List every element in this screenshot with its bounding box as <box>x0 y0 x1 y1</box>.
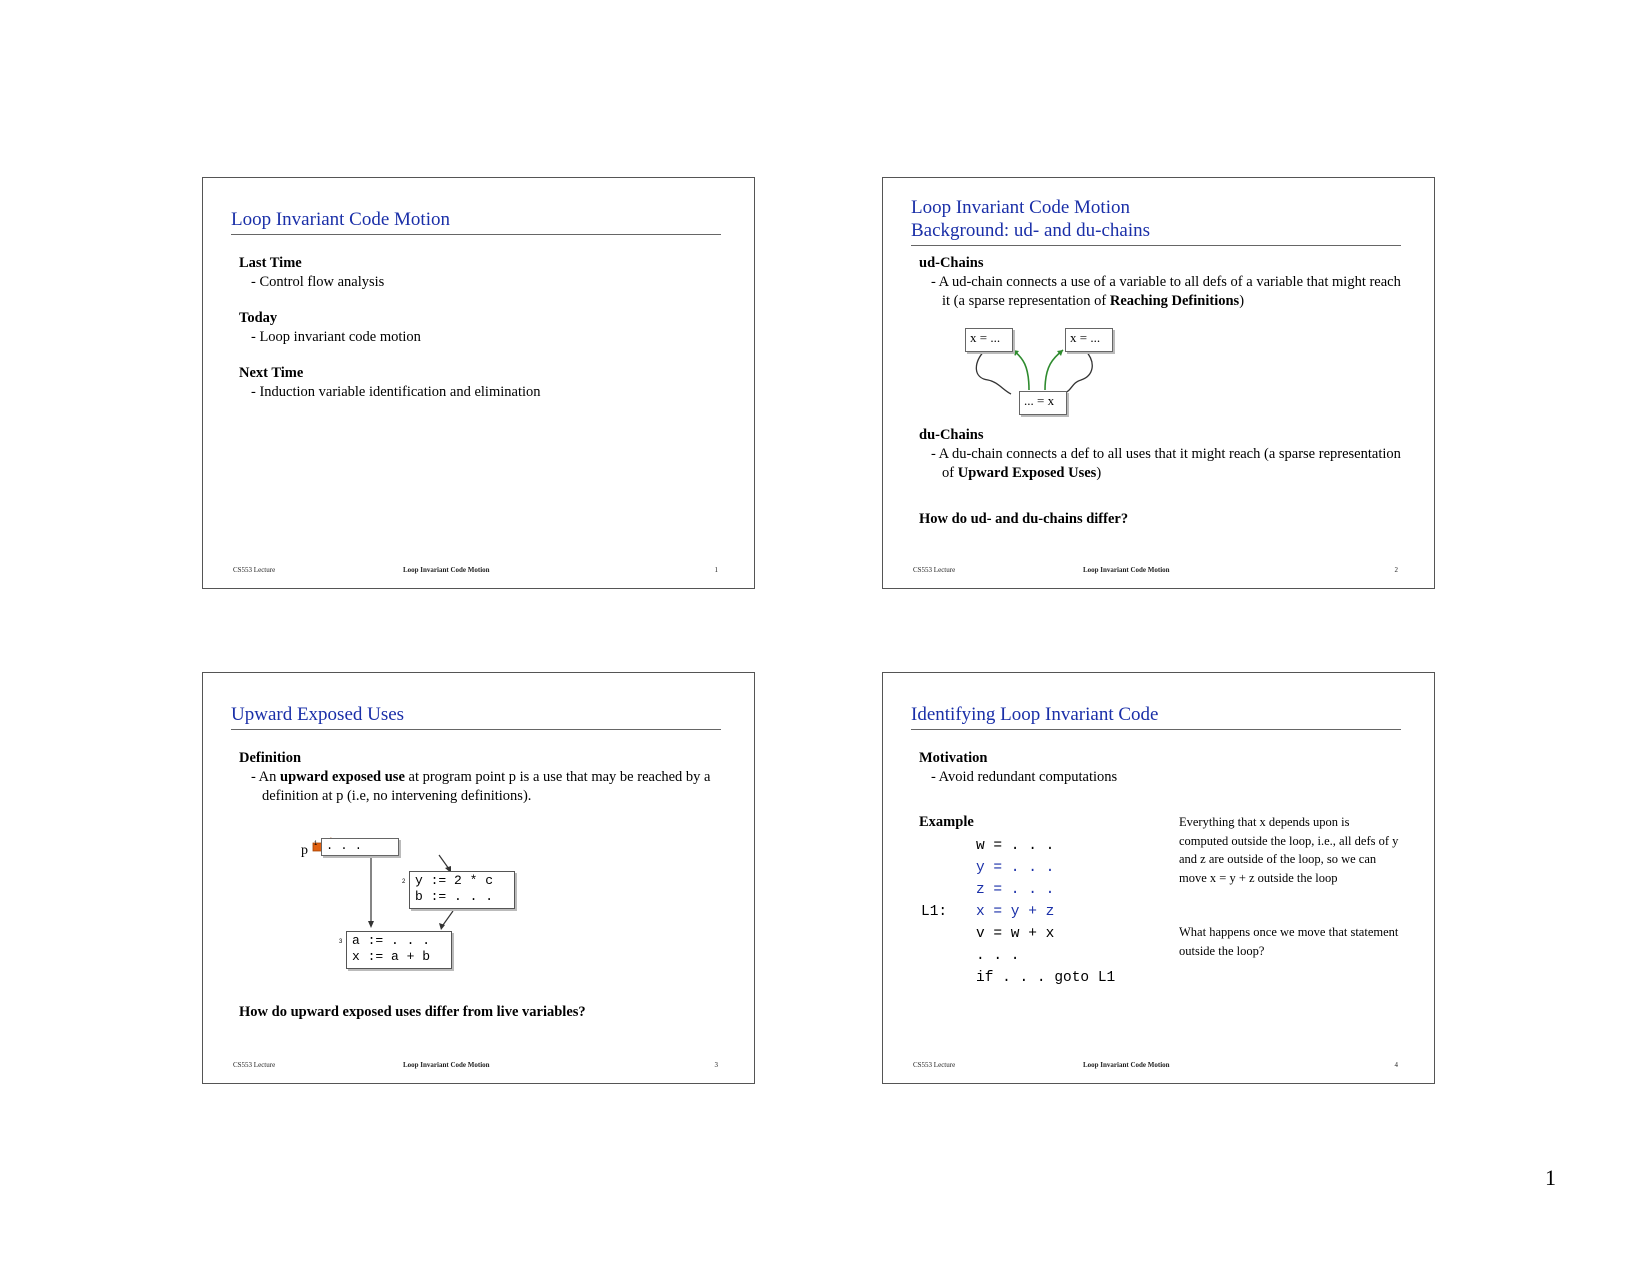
motivation-bullet: - Avoid redundant computations <box>931 769 1118 785</box>
slide-title-line-2: Background: ud- and du-chains <box>911 220 1151 241</box>
example-heading: Example <box>919 814 974 830</box>
use-box: ... = x <box>1019 391 1067 415</box>
slide-title: Upward Exposed Uses <box>231 703 721 730</box>
block-label-1: 1 <box>314 841 318 847</box>
footer-course: CS553 Lecture <box>233 566 276 574</box>
green-arrow-right <box>1045 350 1063 390</box>
slide-4 <box>882 672 1435 1084</box>
question-text: What happens once we move that statement outside the loop? <box>1179 925 1399 958</box>
slide-body <box>239 749 729 806</box>
slide-body <box>239 254 729 402</box>
code-line-ellipsis: . . . <box>976 948 1020 964</box>
code-line-goto: if . . . goto L1 <box>976 970 1116 986</box>
block-label-3: 3 <box>339 939 343 945</box>
slide-title <box>911 196 1401 246</box>
section-bullet: - Control flow analysis <box>251 274 385 290</box>
du-chains-heading: du-Chains <box>919 427 984 443</box>
block-label-2: 2 <box>402 879 406 885</box>
def-box-2: x = ... <box>1065 328 1113 352</box>
program-point-p: p <box>301 843 308 858</box>
du-bullet-end: ) <box>1096 465 1102 481</box>
du-bullet-text: - A du-chain connects a def to all uses that it might reach (a sparse representation of <box>931 446 1401 481</box>
slide-footer <box>233 566 718 576</box>
bottom-block-line-2: x := a + b <box>352 949 431 964</box>
code-label-l1: L1: <box>921 904 948 920</box>
section-heading: Last Time <box>239 255 302 271</box>
du-bullet-bold: Upward Exposed Uses <box>957 465 1097 481</box>
def-bullet-bold: upward exposed use <box>280 769 405 785</box>
footer-slide-number: 1 <box>714 566 718 574</box>
footer-title: Loop Invariant Code Motion <box>1083 1061 1170 1069</box>
motivation-heading: Motivation <box>919 750 988 766</box>
slide-3 <box>202 672 755 1084</box>
section-bullet: - Loop invariant code motion <box>251 329 421 345</box>
slide-question: How do upward exposed uses differ from live variables? <box>239 1004 586 1020</box>
section-heading: Next Time <box>239 365 304 381</box>
du-section <box>919 426 1409 483</box>
footer-slide-number: 3 <box>714 1061 718 1069</box>
du-chains-bullet <box>931 445 1409 483</box>
definition-heading: Definition <box>239 750 302 766</box>
section-heading: Today <box>239 310 278 326</box>
footer-course: CS553 Lecture <box>233 1061 276 1069</box>
code-line-v: v = w + x <box>976 926 1055 942</box>
footer-title: Loop Invariant Code Motion <box>403 566 490 574</box>
def-box-1: x = ... <box>965 328 1013 352</box>
slide-1 <box>202 177 755 589</box>
slide-body <box>919 254 1409 311</box>
code-line-y: y = . . . <box>976 860 1055 876</box>
slide-2 <box>882 177 1435 589</box>
right-block-line-2: b := . . . <box>415 889 494 904</box>
definition-bullet <box>251 768 729 806</box>
slide-footer <box>233 1061 718 1071</box>
slide-question: How do ud- and du-chains differ? <box>919 511 1129 527</box>
page-number: 1 <box>1545 1165 1556 1190</box>
right-block-line-1: y := 2 * c <box>415 873 494 888</box>
bottom-block-line-1: a := . . . <box>352 933 431 948</box>
ud-bullet-end: ) <box>1239 293 1245 309</box>
code-line-z: z = . . . <box>976 882 1055 898</box>
footer-slide-number: 4 <box>1394 1061 1398 1069</box>
explanation-text: Everything that x depends upon is computed outside the loop, i.e., all defs of y and z are outside of the loop, so we can move x = y + z outside the loop <box>1179 815 1399 885</box>
footer-course: CS553 Lecture <box>913 566 956 574</box>
bottom-block <box>346 931 452 969</box>
top-block: . . . <box>321 838 399 856</box>
code-line-x: x = y + z <box>976 904 1055 920</box>
slide-footer <box>913 1061 1398 1071</box>
slide-footer <box>913 566 1398 576</box>
footer-title: Loop Invariant Code Motion <box>1083 566 1170 574</box>
footer-slide-number: 2 <box>1394 566 1398 574</box>
slide-title: Loop Invariant Code Motion <box>231 208 721 235</box>
footer-course: CS553 Lecture <box>913 1061 956 1069</box>
ud-chains-bullet <box>931 273 1409 311</box>
code-line-w: w = . . . <box>976 838 1055 854</box>
def-bullet-text: - An <box>251 769 280 785</box>
footer-title: Loop Invariant Code Motion <box>403 1061 490 1069</box>
ud-bullet-bold: Reaching Definitions <box>1109 293 1240 309</box>
ud-chains-heading: ud-Chains <box>919 255 984 271</box>
slide-body <box>919 749 1409 787</box>
slide-title: Identifying Loop Invariant Code <box>911 703 1401 730</box>
slide-title-line-1: Loop Invariant Code Motion <box>911 197 1130 218</box>
ud-bullet-text: - A ud-chain connects a use of a variable to all defs of a variable that might reach it (a sparse representation of <box>931 274 1401 309</box>
section-bullet: - Induction variable identification and elimination <box>251 384 541 400</box>
right-block <box>409 871 515 909</box>
def-bullet-end: at program point p is a use that may be reached by a definition at p (i.e, no intervening definitions). <box>262 769 711 804</box>
green-arrow-left <box>1013 350 1029 390</box>
